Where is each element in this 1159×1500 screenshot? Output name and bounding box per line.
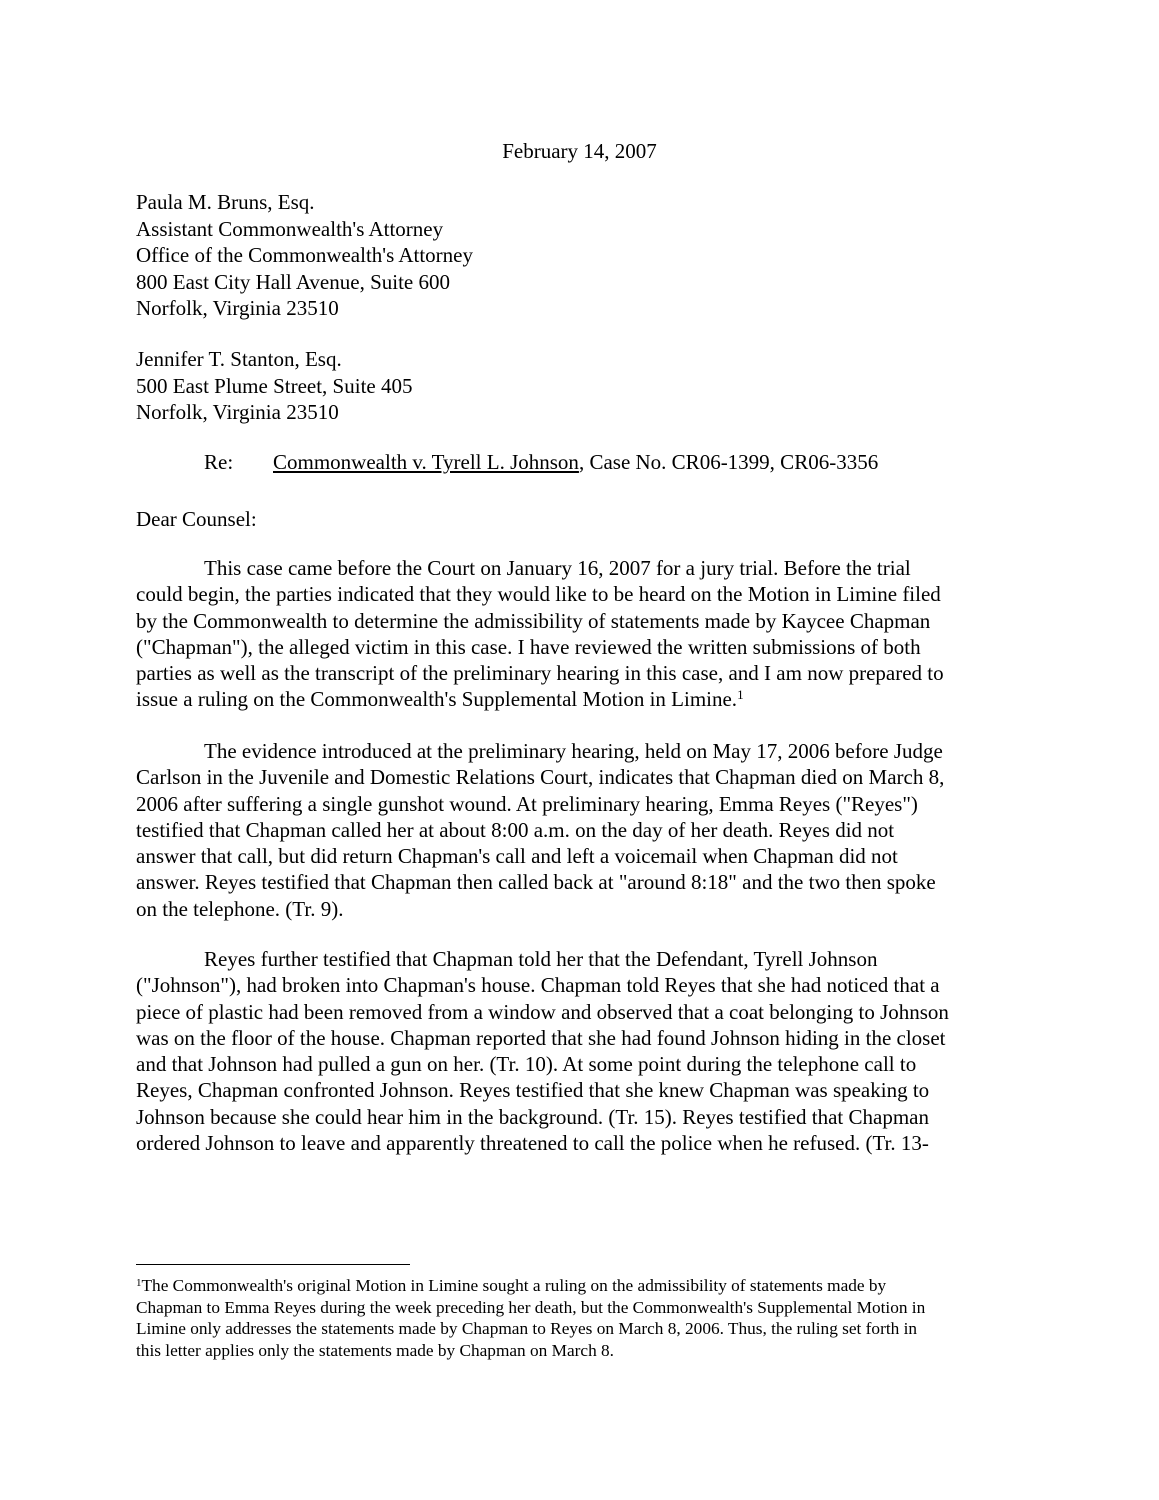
address-line: Jennifer T. Stanton, Esq. (136, 347, 342, 371)
paragraph-line: parties as well as the transcript of the preliminary hearing in this case, and I am now prepared to (136, 661, 944, 686)
address-line: 800 East City Hall Avenue, Suite 600 (136, 269, 450, 294)
body-paragraph-2 (136, 738, 1026, 922)
paragraph-line: Johnson because she could hear him in the background. (Tr. 15). Reyes testified that Chapman (136, 1104, 929, 1129)
paragraph-line: could begin, the parties indicated that they would like to be heard on the Motion in Limine filed (136, 582, 941, 607)
footnote-line: Chapman to Emma Reyes during the week preceding her death, but the Commonwealth's Supplemental Motion in (136, 1297, 926, 1317)
footnote-number: 1 (136, 1277, 142, 1289)
address-line: Office of the Commonwealth's Attorney (136, 243, 473, 267)
footnote-line-text: The Commonwealth's original Motion in Limine sought a ruling on the admissibility of statements made by (141, 1276, 887, 1295)
footnote-reference: 1 (737, 687, 744, 703)
address-line: Norfolk, Virginia 23510 (136, 296, 339, 320)
footnote-line-with-number (136, 1275, 925, 1297)
paragraph-line: ("Chapman"), the alleged victim in this case. I have reviewed the written submissions of both (136, 634, 921, 659)
paragraph-line: Carlson in the Juvenile and Domestic Relations Court, indicates that Chapman died on March 8, (136, 765, 945, 790)
paragraph-line-with-footnote (136, 686, 1026, 712)
footnote (136, 1275, 925, 1361)
paragraph-line: Reyes, Chapman confronted Johnson. Reyes testified that she knew Chapman was speaking to (136, 1078, 930, 1103)
paragraph-line: and that Johnson had pulled a gun on her. (Tr. 10). At some point during the telephone call to (136, 1052, 917, 1077)
paragraph-line: This case came before the Court on January 16, 2007 for a jury trial. Before the trial (204, 556, 911, 580)
paragraph-line: ordered Johnson to leave and apparently threatened to call the police when he refused. (Tr. 13- (136, 1131, 929, 1156)
footnote-line: Limine only addresses the statements made by Chapman to Reyes on March 8, 2006. Thus, the ruling set forth in (136, 1319, 918, 1339)
paragraph-line: was on the floor of the house. Chapman reported that she had found Johnson hiding in the closet (136, 1025, 946, 1050)
paragraph-line: The evidence introduced at the preliminary hearing, held on May 17, 2006 before Judge (204, 739, 943, 763)
paragraph-line: by the Commonwealth to determine the admissibility of statements made by Kaycee Chapman (136, 608, 931, 633)
paragraph-line: testified that Chapman called her at about 8:00 a.m. on the day of her death. Reyes did not (136, 817, 895, 842)
paragraph-line: on the telephone. (Tr. 9). (136, 896, 344, 921)
case-name: Commonwealth v. Tyrell L. Johnson (273, 450, 579, 474)
recipient-address-1 (136, 189, 473, 322)
paragraph-line: answer that call, but did return Chapman's call and left a voicemail when Chapman did not (136, 844, 898, 869)
paragraph-line: answer. Reyes testified that Chapman then called back at "around 8:18" and the two then spoke (136, 870, 936, 895)
re-line (204, 449, 878, 475)
address-line: Norfolk, Virginia 23510 (136, 400, 339, 424)
letter-date: February 14, 2007 (502, 139, 657, 163)
body-paragraph-1 (136, 555, 1026, 713)
paragraph-line: 2006 after suffering a single gunshot wound. At preliminary hearing, Emma Reyes ("Reyes") (136, 791, 918, 816)
re-label: Re: (204, 450, 234, 474)
address-line: Assistant Commonwealth's Attorney (136, 216, 444, 241)
recipient-address-2 (136, 346, 412, 426)
paragraph-line: Reyes further testified that Chapman told her that the Defendant, Tyrell Johnson (204, 947, 878, 971)
paragraph-line: piece of plastic had been removed from a window and observed that a coat belonging to Johnson (136, 999, 949, 1024)
footnote-divider (136, 1264, 410, 1265)
paragraph-line-text: issue a ruling on the Commonwealth's Supplemental Motion in Limine. (136, 687, 738, 712)
address-line: Paula M. Bruns, Esq. (136, 190, 315, 214)
salutation: Dear Counsel: (136, 507, 257, 531)
address-line: 500 East Plume Street, Suite 405 (136, 373, 413, 398)
footnote-line: this letter applies only the statements made by Chapman on March 8. (136, 1340, 615, 1360)
paragraph-line: ("Johnson"), had broken into Chapman's house. Chapman told Reyes that she had noticed that a (136, 973, 940, 998)
case-numbers: , Case No. CR06-1399, CR06-3356 (578, 450, 879, 474)
body-paragraph-3 (136, 946, 1026, 1156)
